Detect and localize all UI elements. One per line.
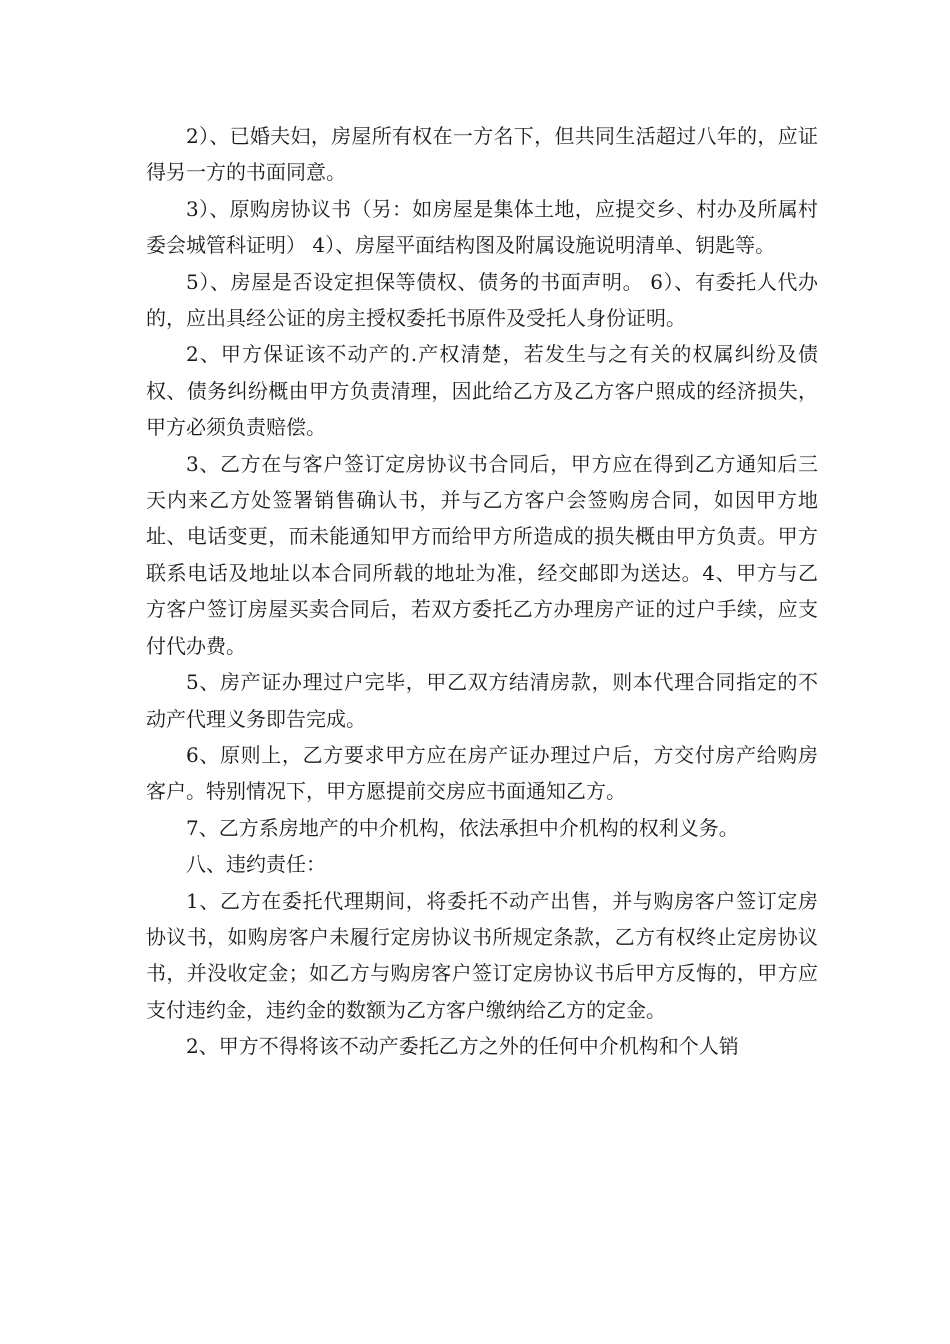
paragraph-clause-6-handover: 6、原则上，乙方要求甲方应在房产证办理过户后，方交付房产给购房客户。特别情况下，甲方愿提前交房应书面通知乙方。 — [146, 742, 818, 804]
paragraph-clause-7-agency-duties: 7、乙方系房地产的中介机构，依法承担中介机构的权利义务。 — [186, 815, 739, 840]
paragraph-guarantee-declaration: 5）、房屋是否设定担保等债权、债务的书面声明。 6）、有委托人代办的，应出具经公证的房主授权委托书原件及受托人身份证明。 — [146, 269, 818, 331]
paragraph-purchase-agreement: 3）、原购房协议书（另：如房屋是集体土地，应提交乡、村办及所属村委会城管科证明） 4）、房屋平面结构图及附属设施说明清单、钥匙等。 — [146, 196, 818, 258]
paragraph-clause-3-sales-confirmation: 3、乙方在与客户签订定房协议书合同后，甲方应在得到乙方通知后三天内来乙方处签署销售确认书，并与乙方客户会签购房合同，如因甲方地址、电话变更，而未能通知甲方而给甲方所造成的损失概由甲方负责。甲方联系电话及地址以本合同所载的地址为准，经交邮即为送达。4、甲方与乙方客户签订房屋买卖合同后，若双方委托乙方办理房产证的过户手续，应支付代办费。 — [146, 451, 818, 658]
paragraph-spouse-consent: 2）、已婚夫妇，房屋所有权在一方名下，但共同生活超过八年的，应证得另一方的书面同意。 — [146, 124, 818, 185]
document-page — [146, 118, 818, 1065]
paragraph-breach-clause-1: 1、乙方在委托代理期间，将委托不动产出售，并与购房客户签订定房协议书，如购房客户未履行定房协议书所规定条款，乙方有权终止定房协议书，并没收定金；如乙方与购房客户签订定房协议书后甲方反悔的，甲方应支付违约金，违约金的数额为乙方客户缴纳给乙方的定金。 — [146, 888, 818, 1022]
section-heading-breach-liability: 八、违约责任： — [186, 852, 326, 877]
paragraph-breach-clause-2: 2、甲方不得将该不动产委托乙方之外的任何中介机构和个人销 — [186, 1034, 739, 1059]
paragraph-clause-5-completion: 5、房产证办理过户完毕，甲乙双方结清房款，则本代理合同指定的不动产代理义务即告完成。 — [146, 670, 818, 731]
paragraph-clause-2-title-clear: 2、甲方保证该不动产的.产权清楚，若发生与之有关的权属纠纷及债权、债务纠纷概由甲方负责清理，因此给乙方及乙方客户照成的经济损失，甲方必须负责赔偿。 — [146, 342, 818, 440]
